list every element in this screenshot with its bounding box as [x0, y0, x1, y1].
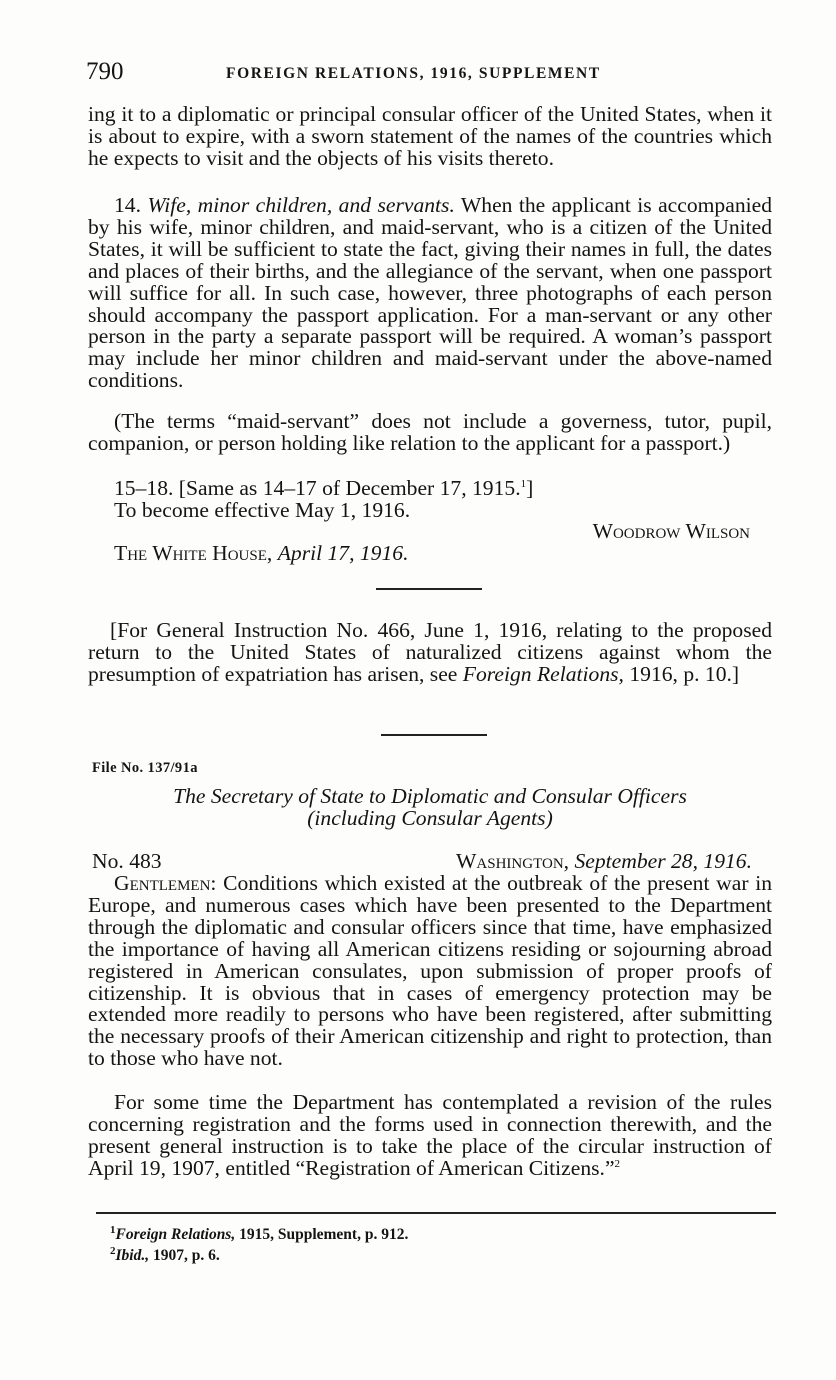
- continued-paragraph: ing it to a diplomatic or principal consular officer of the United States, when it is about to expire, with a sworn statement of the names of the countries which he expects to visit and the objects of his visits thereto.: [88, 102, 772, 170]
- footnote-ref-1: 1: [520, 477, 527, 490]
- document-date: September 28, 1916.: [574, 849, 752, 873]
- footnote-rule: [96, 1212, 776, 1214]
- general-instruction-note: [88, 620, 772, 686]
- footnote-2: [110, 1244, 220, 1265]
- document-title-line-2: (including Consular Agents): [307, 806, 553, 830]
- effective-date-line: To become effective May 1, 1916.: [114, 498, 411, 522]
- document-place: Washington,: [456, 849, 570, 873]
- items-15-18-text: 15–18. [Same as 14–17 of December 17, 1915.: [114, 476, 521, 500]
- document-number: No. 483: [92, 849, 162, 873]
- note-ref-rest: 1916, p. 10.]: [629, 661, 740, 686]
- file-number: File No. 137/91a: [92, 760, 198, 776]
- page-header: [86, 58, 776, 94]
- footnote-2-text: 1907, p. 6.: [152, 1247, 220, 1264]
- section-divider: [376, 588, 482, 590]
- document-title: [88, 785, 772, 829]
- item-14-number: 14.: [114, 193, 141, 217]
- document-title-line-1: The Secretary of State to Diplomatic and Consular Officers: [173, 784, 687, 808]
- footnote-2-mark: 2: [110, 1244, 116, 1257]
- document-place-date: [456, 850, 752, 872]
- salutation: Gentlemen:: [114, 871, 217, 895]
- place-date: April 17, 1916.: [277, 541, 409, 565]
- footnote-1-text: 1915, Supplement, p. 912.: [239, 1226, 409, 1243]
- footnote-ref-2: 2: [614, 1157, 621, 1170]
- running-title: FOREIGN RELATIONS, 1916, SUPPLEMENT: [226, 65, 601, 82]
- footnote-1: [110, 1223, 409, 1244]
- terms-paragraph: (The terms “maid-servant” does not include a governess, tutor, pupil, companion, or person holding like relation to the applicant for a passport.): [88, 409, 772, 455]
- note-text: [For General Instruction No. 466, June 1, 1916, relating to the proposed return to the United States of naturalized citizens against whom the presumption of expatriation has arisen, see: [88, 618, 772, 686]
- conditions-paragraph: [88, 873, 772, 1070]
- footnote-1-title: Foreign Relations,: [115, 1226, 236, 1243]
- footnote-2-title: Ibid.,: [115, 1247, 150, 1264]
- page-number: 790: [86, 58, 124, 85]
- note-ref-title: Foreign Relations,: [462, 661, 624, 686]
- revision-text: For some time the Department has contemplated a revision of the rules concerning registration and the forms used in connection therewith, and the present general instruction is to take the place of the circular instruction of April 19, 1907, entitled “Registration of American Citizens.”: [88, 1090, 772, 1180]
- signature: Woodrow Wilson: [592, 519, 750, 543]
- section-divider: [381, 734, 487, 736]
- footnote-1-mark: 1: [110, 1223, 116, 1236]
- items-15-18-close: ]: [526, 476, 534, 500]
- place-name: The White House,: [114, 541, 273, 565]
- item-14-paragraph: [88, 195, 772, 392]
- conditions-text: Conditions which existed at the outbreak of the present war in Europe, and numerous cases which have been presented to the Department through the diplomatic and consular officers since that time, have emphasized the importance of having all American citizens residing or sojourning abroad registered in American consulates, upon submission of proper proofs of citizenship. It is obvious that in cases of emergency protection may be extended more readily to persons who have been registered, after submitting the necessary proofs of their American citizenship and right to protection, than to those who have not.: [88, 871, 772, 1071]
- item-14-text: When the applicant is accompanied by his wife, minor children, and maid-servant, who is a citizen of the United States, it will be sufficient to state the fact, giving their names in full, the dates and places of their births, and the allegiance of the servant, when one passport will suffice for all. In such case, however, three photographs of each person should accompany the passport application. For a man-servant or any other person in the party a separate passport will be required. A woman’s passport may include her minor children and maid-servant under the above-named conditions.: [88, 193, 772, 393]
- item-14-heading: Wife, minor children, and servants.: [147, 193, 455, 217]
- items-15-18-paragraph: [88, 478, 772, 500]
- revision-paragraph: [88, 1092, 772, 1180]
- place-date-line: [88, 543, 772, 565]
